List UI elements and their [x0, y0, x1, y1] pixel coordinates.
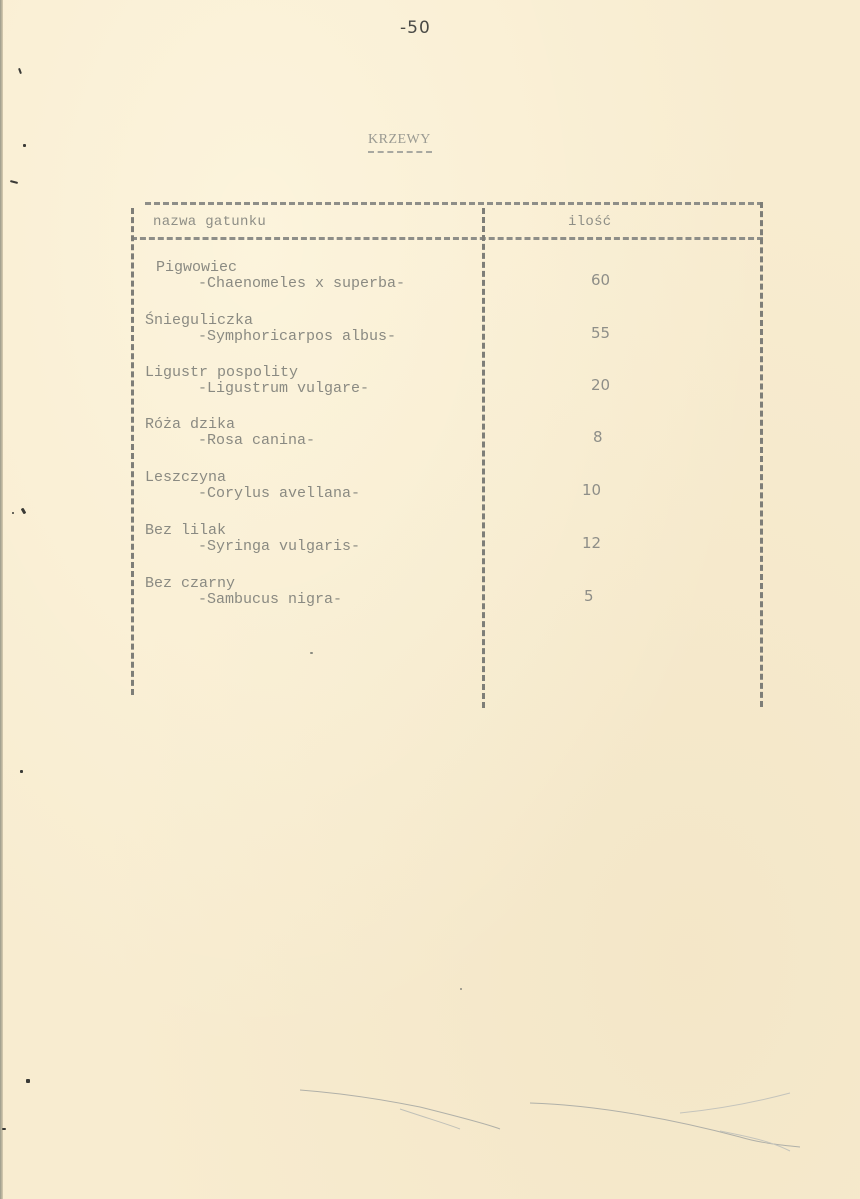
table-row [131, 259, 763, 301]
table-row [131, 575, 763, 617]
scan-left-edge [0, 0, 3, 1199]
species-common-name: Pigwowiec [156, 259, 238, 276]
species-quantity: 20 [591, 376, 611, 394]
species-latin-name: -Corylus avellana- [198, 485, 361, 502]
species-common-name: Ligustr pospolity [145, 364, 299, 381]
species-latin-name: -Syringa vulgaris- [198, 538, 361, 555]
pencil-scribble [300, 1085, 840, 1155]
table-header-rule [131, 237, 763, 240]
species-quantity: 60 [591, 271, 611, 289]
species-quantity: 12 [582, 534, 602, 552]
species-latin-name: -Rosa canina- [198, 432, 316, 449]
species-latin-name: -Chaenomeles x superba- [198, 275, 406, 292]
species-quantity: 55 [591, 324, 611, 342]
shrubs-table [131, 202, 763, 707]
table-row [131, 469, 763, 511]
title-underline [368, 151, 432, 153]
species-quantity: 10 [582, 481, 602, 499]
table-row [131, 312, 763, 354]
species-common-name: Leszczyna [145, 469, 227, 486]
table-top-rule [145, 202, 763, 205]
table-row [131, 364, 763, 406]
document-title: KRZEWY [368, 132, 431, 147]
species-common-name: Bez czarny [145, 575, 236, 592]
header-quantity: ilość [568, 214, 612, 230]
header-species-name: nazwa gatunku [153, 214, 267, 230]
species-quantity: 8 [593, 428, 603, 446]
species-latin-name: -Symphoricarpos albus- [198, 328, 397, 345]
species-latin-name: -Sambucus nigra- [198, 591, 343, 608]
species-common-name: Śnieguliczka [145, 312, 254, 329]
species-latin-name: -Ligustrum vulgare- [198, 380, 370, 397]
table-row [131, 416, 763, 458]
page-number: -50 [400, 18, 431, 38]
table-row [131, 522, 763, 564]
species-quantity: 5 [584, 587, 594, 605]
species-common-name: Róża dzika [145, 416, 236, 433]
species-common-name: Bez lilak [145, 522, 227, 539]
